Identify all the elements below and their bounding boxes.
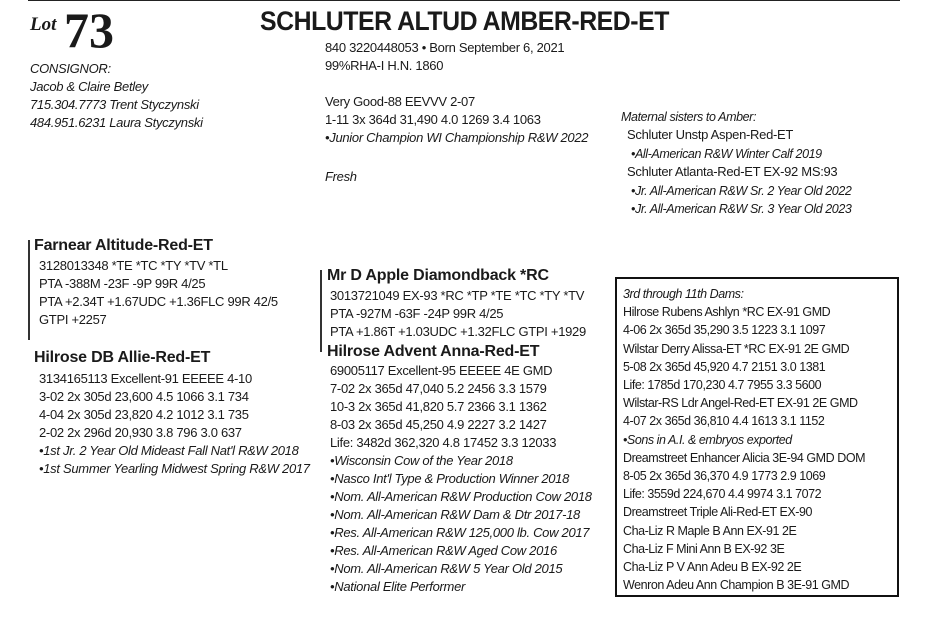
ancestral-dam-name: Cha-Liz R Maple B Ann EX-91 2E xyxy=(623,523,797,538)
granddam-detail-line: 10-3 2x 365d 41,820 5.7 2366 3.1 1362 xyxy=(330,399,547,414)
dam-details xyxy=(39,370,310,478)
dam-name: Hilrose DB Allie-Red-ET xyxy=(34,349,211,366)
top-rule xyxy=(28,0,900,1)
maternal-sister-name: Schluter Atlanta-Red-ET EX-92 MS:93 xyxy=(627,164,838,180)
granddam-honor: •Nom. All-American R&W Dam & Dtr 2017-18 xyxy=(330,507,580,522)
granddam-detail-line: 8-03 2x 365d 45,250 4.9 2227 3.2 1427 xyxy=(330,417,547,432)
consignor-line: 715.304.7773 Trent Styczynski xyxy=(30,97,199,112)
mgs-detail-line: PTA +1.86T +1.03UDC +1.32FLC GTPI +1929 xyxy=(330,324,586,339)
sire-detail-line: GTPI +2257 xyxy=(39,312,107,327)
animal-honor: •Junior Champion WI Championship R&W 2022 xyxy=(325,130,589,145)
animal-info xyxy=(325,39,564,75)
granddam-details xyxy=(330,362,592,596)
sire-detail-line: PTA +2.34T +1.67UDC +1.36FLC 99R 42/5 xyxy=(39,294,278,309)
mgs-name: Mr D Apple Diamondback *RC xyxy=(327,267,549,284)
ancestral-dam-record: 8-05 2x 365d 36,370 4.9 1773 2.9 1069 xyxy=(623,469,826,484)
dam-honor: •1st Jr. 2 Year Old Mideast Fall Nat'l R&W 2018 xyxy=(39,443,299,458)
ancestral-dam-record: Life: 3559d 224,670 4.4 9974 3.1 7072 xyxy=(623,487,822,502)
mgs-details xyxy=(330,287,586,341)
animal-breed-line: 99%RHA-I H.N. 1860 xyxy=(325,58,444,73)
dam-detail-line: 4-04 2x 305d 23,820 4.2 1012 3.1 735 xyxy=(39,407,249,422)
animal-classification: Very Good-88 EEVVV 2-07 xyxy=(325,94,475,109)
maternal-sisters xyxy=(621,108,851,218)
maternal-sister-honor: •Jr. All-American R&W Sr. 2 Year Old 2022 xyxy=(631,183,852,198)
ancestral-dam-record: 5-08 2x 365d 45,920 4.7 2151 3.0 1381 xyxy=(623,359,826,374)
ancestral-dams-heading: 3rd through 11th Dams: xyxy=(623,287,744,301)
maternal-sisters-heading: Maternal sisters to Amber: xyxy=(621,110,757,124)
animal-id-line: 840 3220448053 • Born September 6, 2021 xyxy=(325,40,565,55)
animal-record: 1-11 3x 364d 31,490 4.0 1269 3.4 1063 xyxy=(325,112,541,127)
ancestral-dam-record: 4-07 2x 365d 36,810 4.4 1613 3.1 1152 xyxy=(623,414,825,429)
ancestral-dam-name: Wilstar-RS Ldr Angel-Red-ET EX-91 2E GMD xyxy=(623,396,858,411)
granddam-honor: •Wisconsin Cow of the Year 2018 xyxy=(330,453,513,468)
lot-label: Lot xyxy=(30,14,57,35)
granddam-detail-line: Life: 3482d 362,320 4.8 17452 3.3 12033 xyxy=(330,435,557,450)
lot-number: 73 xyxy=(64,2,114,58)
maternal-sister-honor: •All-American R&W Winter Calf 2019 xyxy=(631,146,822,161)
ancestral-dam-record: 4-06 2x 365d 35,290 3.5 1223 3.1 1097 xyxy=(623,323,826,338)
sire-detail-line: 3128013348 *TE *TC *TY *TV *TL xyxy=(39,258,228,273)
dam-detail-line: 3134165113 Excellent-91 EEEEE 4-10 xyxy=(39,371,252,386)
ancestral-dam-record: Life: 1785d 170,230 4.7 7955 3.3 5600 xyxy=(623,378,822,393)
consignor-heading: CONSIGNOR: xyxy=(30,61,111,76)
ancestral-dam-name: Cha-Liz F Mini Ann B EX-92 3E xyxy=(623,541,785,556)
mgs-detail-line: 3013721049 EX-93 *RC *TP *TE *TC *TY *TV xyxy=(330,288,585,303)
granddam-honor: •Nom. All-American R&W Production Cow 2018 xyxy=(330,489,592,504)
granddam-honor: •National Elite Performer xyxy=(330,579,466,594)
granddam-name: Hilrose Advent Anna-Red-ET xyxy=(327,343,540,360)
ancestral-dam-name: Dreamstreet Triple Ali-Red-ET EX-90 xyxy=(623,505,812,520)
ancestral-dam-name: Hilrose Rubens Ashlyn *RC EX-91 GMD xyxy=(623,305,831,320)
ancestral-dam-honor: •Sons in A.I. & embryos exported xyxy=(623,432,792,447)
animal-performance xyxy=(325,93,588,147)
mgs-detail-line: PTA -927M -63F -24P 99R 4/25 xyxy=(330,306,504,321)
consignor-line: 484.951.6231 Laura Styczynski xyxy=(30,115,203,130)
mgs-bracket xyxy=(320,270,322,352)
granddam-honor: •Nasco Int'l Type & Production Winner 2018 xyxy=(330,471,570,486)
granddam-honor: •Res. All-American R&W Aged Cow 2016 xyxy=(330,543,557,558)
sire-details xyxy=(39,257,278,329)
ancestral-dam-name: Wilstar Derry Alissa-ET *RC EX-91 2E GMD xyxy=(623,341,850,356)
consignor-block xyxy=(30,60,203,132)
maternal-sister-honor: •Jr. All-American R&W Sr. 3 Year Old 2023 xyxy=(631,202,852,217)
ancestral-dams-box xyxy=(615,277,899,597)
dam-detail-line: 2-02 2x 296d 20,930 3.8 796 3.0 637 xyxy=(39,425,242,440)
granddam-honor: •Nom. All-American R&W 5 Year Old 2015 xyxy=(330,561,563,576)
ancestral-dam-name: Cha-Liz P V Ann Adeu B EX-92 2E xyxy=(623,560,802,575)
dam-detail-line: 3-02 2x 305d 23,600 4.5 1066 3.1 734 xyxy=(39,389,249,404)
maternal-sister-name: Schluter Unstp Aspen-Red-ET xyxy=(627,127,794,143)
sire-name: Farnear Altitude-Red-ET xyxy=(34,237,213,254)
sire-bracket xyxy=(28,240,30,340)
granddam-detail-line: 69005117 Excellent-95 EEEEE 4E GMD xyxy=(330,363,553,378)
granddam-honor: •Res. All-American R&W 125,000 lb. Cow 2017 xyxy=(330,525,590,540)
animal-title: SCHLUTER ALTUD AMBER-RED-ET xyxy=(260,6,669,36)
sire-detail-line: PTA -388M -23F -9P 99R 4/25 xyxy=(39,276,206,291)
consignor-line: Jacob & Claire Betley xyxy=(30,79,148,94)
ancestral-dam-name: Dreamstreet Enhancer Alicia 3E-94 GMD DOM xyxy=(623,450,866,465)
dam-honor: •1st Summer Yearling Midwest Spring R&W 2017 xyxy=(39,461,310,476)
ancestral-dam-name: Wenron Adeu Ann Champion B 3E-91 GMD xyxy=(623,578,850,593)
animal-status: Fresh xyxy=(325,169,357,184)
granddam-detail-line: 7-02 2x 365d 47,040 5.2 2456 3.3 1579 xyxy=(330,381,547,396)
